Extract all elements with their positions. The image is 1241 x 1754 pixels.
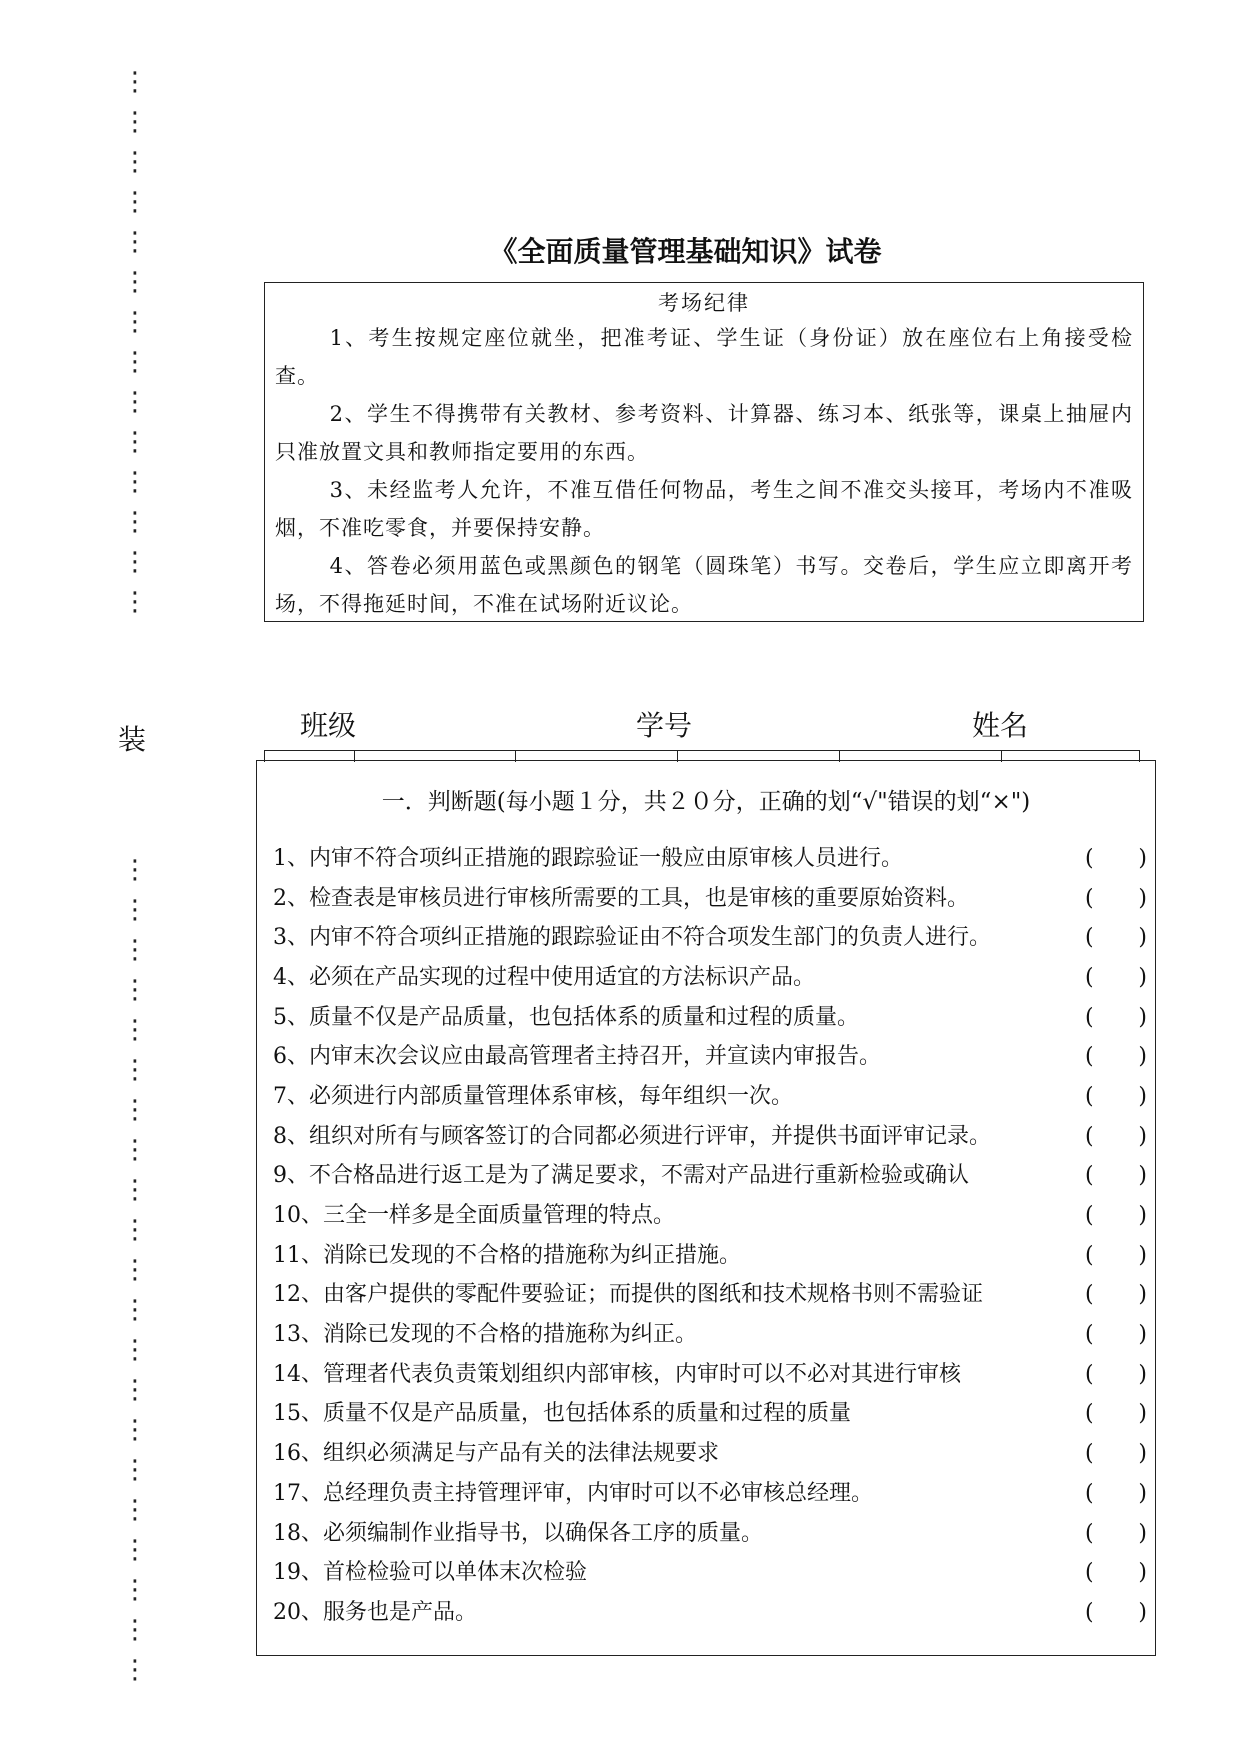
question-row xyxy=(273,1395,1149,1435)
paren-close: ) xyxy=(1138,1322,1147,1348)
answer-blank[interactable] xyxy=(1085,884,1149,914)
question-row xyxy=(273,839,1149,879)
binding-margin-dots-top xyxy=(122,62,148,617)
question-row xyxy=(273,958,1149,998)
paren-open: ( xyxy=(1085,1401,1094,1427)
question-text: 5、质量不仅是产品质量，也包括体系的质量和过程的质量。 xyxy=(273,1004,859,1030)
question-text: 19、首检检验可以单体末次检验 xyxy=(273,1560,587,1586)
paren-open: ( xyxy=(1085,1282,1094,1308)
binding-margin-dots-bottom xyxy=(122,850,148,1685)
rule-item: 3、未经监考人允许，不准互借任何物品，考生之间不准交头接耳，考场内不准吸烟，不准吃零食，并要保持安静。 xyxy=(275,478,1133,540)
paren-close: ) xyxy=(1138,1123,1147,1149)
answer-blank[interactable] xyxy=(1085,844,1149,874)
rule-item: 1、考生按规定座位就坐，把准考证、学生证（身份证）放在座位右上角接受检查。 xyxy=(275,326,1133,388)
paren-open: ( xyxy=(1085,845,1094,871)
paren-open: ( xyxy=(1085,1599,1094,1625)
question-row xyxy=(273,998,1149,1038)
question-list xyxy=(273,839,1149,1633)
answer-blank[interactable] xyxy=(1085,1122,1149,1152)
paren-close: ) xyxy=(1138,1361,1147,1387)
question-row xyxy=(273,1157,1149,1197)
paren-close: ) xyxy=(1138,964,1147,990)
question-text: 20、服务也是产品。 xyxy=(273,1599,477,1625)
section-heading: 一．判断题(每小题１分，共２０分，正确的划“√"错误的划“×") xyxy=(381,789,1031,815)
answer-blank[interactable] xyxy=(1085,1479,1149,1509)
question-text: 10、三全一样多是全面质量管理的特点。 xyxy=(273,1203,675,1229)
question-row xyxy=(273,1117,1149,1157)
question-row xyxy=(273,1236,1149,1276)
paren-open: ( xyxy=(1085,1480,1094,1506)
paren-close: ) xyxy=(1138,1282,1147,1308)
question-text: 18、必须编制作业指导书，以确保各工序的质量。 xyxy=(273,1520,763,1546)
question-text: 13、消除已发现的不合格的措施称为纠正。 xyxy=(273,1322,697,1348)
answer-blank[interactable] xyxy=(1085,1320,1149,1350)
question-text: 11、消除已发现的不合格的措施称为纠正措施。 xyxy=(273,1242,741,1268)
paren-open: ( xyxy=(1085,1322,1094,1348)
answer-blank[interactable] xyxy=(1085,1241,1149,1271)
question-text: 3、内审不符合项纠正措施的跟踪验证由不符合项发生部门的负责人进行。 xyxy=(273,925,991,951)
paren-close: ) xyxy=(1138,925,1147,951)
paren-close: ) xyxy=(1138,1203,1147,1229)
question-text: 6、内审末次会议应由最高管理者主持召开，并宣读内审报告。 xyxy=(273,1044,881,1070)
answer-blank[interactable] xyxy=(1085,1082,1149,1112)
rule-item: 4、答卷必须用蓝色或黑颜色的钢笔（圆珠笔）书写。交卷后，学生应立即离开考场，不得拖延时间，不准在试场附近议论。 xyxy=(275,554,1133,616)
binding-mark: 装 xyxy=(118,723,147,756)
paren-open: ( xyxy=(1085,1044,1094,1070)
question-text: 1、内审不符合项纠正措施的跟踪验证一般应由原审核人员进行。 xyxy=(273,845,903,871)
paren-close: ) xyxy=(1138,1004,1147,1030)
answer-blank[interactable] xyxy=(1085,1042,1149,1072)
paren-open: ( xyxy=(1085,1520,1094,1546)
paren-close: ) xyxy=(1138,1163,1147,1189)
paren-open: ( xyxy=(1085,1361,1094,1387)
name-label: 姓名 xyxy=(972,709,1029,742)
question-row xyxy=(273,1196,1149,1236)
answer-blank[interactable] xyxy=(1085,1558,1149,1588)
question-text: 15、质量不仅是产品质量，也包括体系的质量和过程的质量 xyxy=(273,1401,851,1427)
question-text: 9、不合格品进行返工是为了满足要求，不需对产品进行重新检验或确认 xyxy=(273,1163,969,1189)
answer-blank[interactable] xyxy=(1085,1280,1149,1310)
answer-blank[interactable] xyxy=(1085,1439,1149,1469)
question-text: 16、组织必须满足与产品有关的法律法规要求 xyxy=(273,1441,719,1467)
student-number-label: 学号 xyxy=(636,709,693,742)
true-false-section xyxy=(256,760,1156,1656)
answer-blank[interactable] xyxy=(1085,923,1149,953)
paren-close: ) xyxy=(1138,1044,1147,1070)
paren-open: ( xyxy=(1085,1083,1094,1109)
answer-blank[interactable] xyxy=(1085,1598,1149,1628)
paren-open: ( xyxy=(1085,1203,1094,1229)
paren-close: ) xyxy=(1138,1560,1147,1586)
paren-close: ) xyxy=(1138,1083,1147,1109)
question-text: 17、总经理负责主持管理评审，内审时可以不必审核总经理。 xyxy=(273,1480,873,1506)
question-text: 2、检查表是审核员进行审核所需要的工具，也是审核的重要原始资料。 xyxy=(273,885,969,911)
question-row xyxy=(273,1514,1149,1554)
paren-open: ( xyxy=(1085,1004,1094,1030)
paren-open: ( xyxy=(1085,885,1094,911)
question-text: 8、组织对所有与顾客签订的合同都必须进行评审，并提供书面评审记录。 xyxy=(273,1123,991,1149)
paren-open: ( xyxy=(1085,964,1094,990)
paren-open: ( xyxy=(1085,1123,1094,1149)
question-row xyxy=(273,1593,1149,1633)
answer-blank[interactable] xyxy=(1085,1201,1149,1231)
question-row xyxy=(273,1355,1149,1395)
answer-blank[interactable] xyxy=(1085,1161,1149,1191)
paren-open: ( xyxy=(1085,1242,1094,1268)
paren-close: ) xyxy=(1138,885,1147,911)
paren-close: ) xyxy=(1138,1599,1147,1625)
answer-blank[interactable] xyxy=(1085,1399,1149,1429)
paren-close: ) xyxy=(1138,845,1147,871)
rules-heading: 考场纪律 xyxy=(658,291,750,315)
question-text: 4、必须在产品实现的过程中使用适宜的方法标识产品。 xyxy=(273,964,815,990)
paren-close: ) xyxy=(1138,1441,1147,1467)
exam-rules-box xyxy=(264,282,1144,622)
answer-blank[interactable] xyxy=(1085,1003,1149,1033)
exam-title: 《全面质量管理基础知识》试卷 xyxy=(489,235,882,268)
answer-blank[interactable] xyxy=(1085,963,1149,993)
paren-close: ) xyxy=(1138,1520,1147,1546)
paren-close: ) xyxy=(1138,1401,1147,1427)
margin-dot-column: ⋮ ⋮ ⋮ ⋮ ⋮ ⋮ ⋮ ⋮ ⋮ ⋮ ⋮ ⋮ ⋮ ⋮ ⋮ ⋮ ⋮ ⋮ ⋮ ⋮ ⋮ xyxy=(122,855,148,1685)
question-row xyxy=(273,1434,1149,1474)
answer-blank[interactable] xyxy=(1085,1519,1149,1549)
margin-dot-column: ⋮ ⋮ ⋮ ⋮ ⋮ ⋮ ⋮ ⋮ ⋮ ⋮ ⋮ ⋮ ⋮ ⋮ xyxy=(122,67,148,617)
question-row xyxy=(273,1077,1149,1117)
question-text: 12、由客户提供的零配件要验证；而提供的图纸和技术规格书则不需验证 xyxy=(273,1282,983,1308)
question-text: 7、必须进行内部质量管理体系审核，每年组织一次。 xyxy=(273,1083,793,1109)
paren-open: ( xyxy=(1085,1163,1094,1189)
question-row xyxy=(273,1474,1149,1514)
rule-item: 2、学生不得携带有关教材、参考资料、计算器、练习本、纸张等，课桌上抽屉内只准放置文具和教师指定要用的东西。 xyxy=(275,402,1133,464)
paren-close: ) xyxy=(1138,1480,1147,1506)
question-text: 14、管理者代表负责策划组织内部审核，内审时可以不必对其进行审核 xyxy=(273,1361,961,1387)
paren-open: ( xyxy=(1085,1441,1094,1467)
answer-blank[interactable] xyxy=(1085,1360,1149,1390)
question-row xyxy=(273,1276,1149,1316)
paren-open: ( xyxy=(1085,925,1094,951)
question-row xyxy=(273,1037,1149,1077)
paren-open: ( xyxy=(1085,1560,1094,1586)
paren-close: ) xyxy=(1138,1242,1147,1268)
class-label: 班级 xyxy=(300,709,357,742)
question-row xyxy=(273,879,1149,919)
question-row xyxy=(273,1553,1149,1593)
question-row xyxy=(273,918,1149,958)
question-row xyxy=(273,1315,1149,1355)
